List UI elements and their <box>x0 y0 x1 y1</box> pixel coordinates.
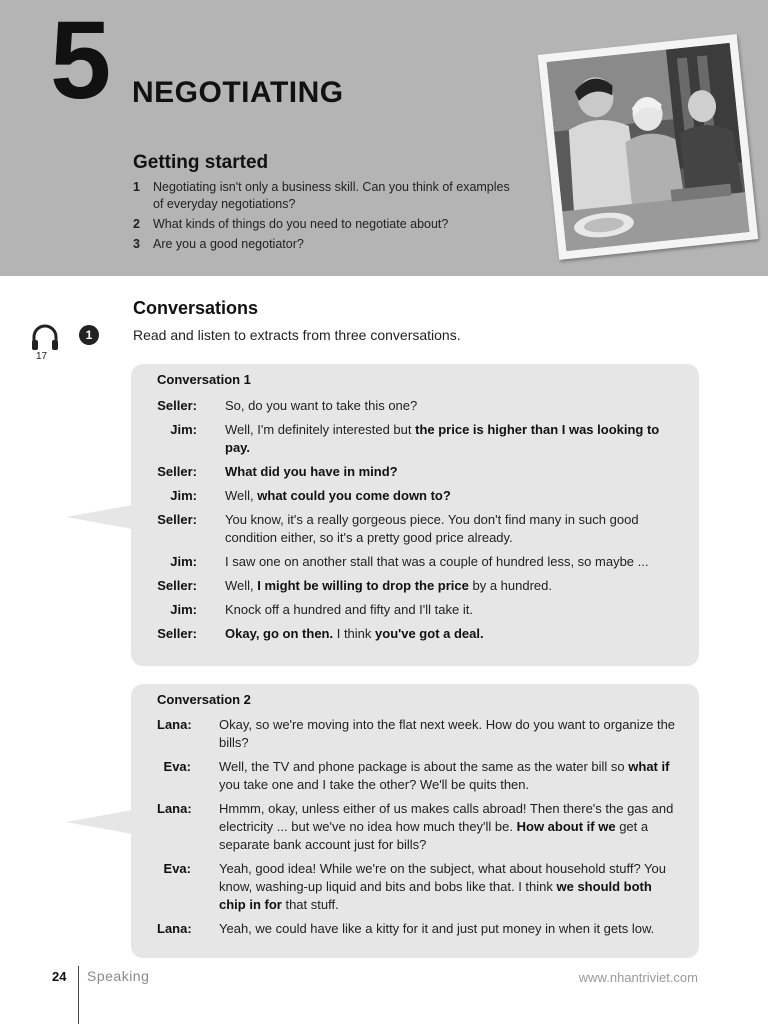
speaker-name: Eva: <box>163 759 191 774</box>
conversation-title: Conversation 2 <box>157 692 251 707</box>
key-phrase: Okay, go on then. <box>225 626 334 641</box>
dialogue-line <box>131 601 699 619</box>
dialogue-text: Well, I might be willing to drop the price by a hundred. <box>225 578 553 593</box>
dialogue-text: Yeah, good idea! While we're on the subject, what about household stuff? You know, washing-up liquid and bits and bobs like that. I think we should both chip in for that stuff. <box>219 861 666 912</box>
dialogue-line <box>131 800 699 854</box>
dialogue-text: Knock off a hundred and fifty and I'll take it. <box>225 602 473 617</box>
conversation-1-box <box>131 364 699 666</box>
chapter-header <box>0 0 768 276</box>
key-phrase: How about if we <box>516 819 616 834</box>
item-number: 3 <box>133 237 140 251</box>
dialogue-text: Hmmm, okay, unless either of us makes calls abroad! Then there's the gas and electricity ... but we've no idea how much they'll be. How about if we get a separate bank account just for bills? <box>219 801 674 852</box>
dialogue-line <box>131 716 699 752</box>
getting-started-list <box>133 179 513 256</box>
speaker-name: Seller: <box>157 626 197 641</box>
step-number-badge: 1 <box>79 325 99 345</box>
getting-started-heading: Getting started <box>133 152 269 173</box>
page-number: 24 <box>52 969 67 984</box>
key-phrase: we should both chip in for <box>219 879 652 912</box>
chapter-number: 5 <box>50 0 112 122</box>
dialogue-text: So, do you want to take this one? <box>225 398 418 413</box>
conversations-intro: Read and listen to extracts from three conversations. <box>133 327 461 343</box>
dialogue <box>131 397 699 649</box>
key-phrase: What did you have in mind? <box>225 464 398 479</box>
market-photo <box>538 34 758 260</box>
chapter-title: NEGOTIATING <box>132 76 344 109</box>
item-text: Are you a good negotiator? <box>153 237 304 251</box>
speaker-name: Seller: <box>157 578 197 593</box>
key-phrase: I might be willing to drop the price <box>257 578 469 593</box>
dialogue-line <box>131 421 699 457</box>
key-phrase: the price is higher than I was looking to pay. <box>225 422 660 455</box>
speaker-name: Seller: <box>157 464 197 479</box>
key-phrase: you've got a deal. <box>375 626 484 641</box>
speaker-name: Jim: <box>170 488 197 503</box>
dialogue-text: Well, what could you come down to? <box>225 488 451 503</box>
conversations-heading: Conversations <box>133 298 259 318</box>
dialogue-text <box>225 463 675 481</box>
speaker-name: Seller: <box>157 512 197 527</box>
dialogue-line <box>131 397 699 415</box>
dialogue-text: Well, the TV and phone package is about the same as the water bill so what if you take one and I take the other? We'll be quits then. <box>219 759 670 792</box>
item-text: Negotiating isn't only a business skill. Can you think of examples of everyday negotiations? <box>153 180 510 211</box>
footer-url: www.nhantriviet.com <box>578 970 698 985</box>
speaker-name: Lana: <box>157 717 192 732</box>
headphones-icon <box>30 322 60 352</box>
dialogue-line <box>131 625 699 643</box>
conversation-title: Conversation 1 <box>157 372 251 387</box>
key-phrase: what could you come down to? <box>257 488 451 503</box>
speaker-name: Jim: <box>170 554 197 569</box>
speaker-name: Jim: <box>170 422 197 437</box>
dialogue-line <box>131 920 699 938</box>
list-item <box>133 179 513 213</box>
dialogue-line <box>131 511 699 547</box>
dialogue-text: Well, I'm definitely interested but the price is higher than I was looking to pay. <box>225 422 660 455</box>
key-phrase: what if <box>628 759 670 774</box>
item-number: 1 <box>133 180 140 194</box>
speaker-name: Lana: <box>157 921 192 936</box>
conversation-2-box <box>131 684 699 958</box>
dialogue-text: I saw one on another stall that was a couple of hundred less, so maybe ... <box>225 554 649 569</box>
dialogue-text: Okay, so we're moving into the flat next week. How do you want to organize the bills? <box>219 717 676 750</box>
speaker-name: Eva: <box>163 861 191 876</box>
section-name: Speaking <box>87 968 150 984</box>
dialogue-line <box>131 860 699 914</box>
dialogue-text: Yeah, we could have like a kitty for it and just put money in when it gets low. <box>219 921 655 936</box>
dialogue-text: Okay, go on then. I think you've got a deal. <box>225 626 484 641</box>
item-number: 2 <box>133 217 140 231</box>
audio-track-number: 17 <box>36 351 48 362</box>
dialogue-line <box>131 463 699 481</box>
speech-bubble-tail <box>66 505 132 529</box>
speaker-name: Lana: <box>157 801 192 816</box>
dialogue-line <box>131 487 699 505</box>
item-text: What kinds of things do you need to negotiate about? <box>153 217 449 231</box>
dialogue <box>131 716 699 944</box>
footer-divider <box>78 966 79 1024</box>
dialogue-line <box>131 553 699 571</box>
speaker-name: Seller: <box>157 398 197 413</box>
dialogue-text: You know, it's a really gorgeous piece. You don't find many in such good condition either, so it's a pretty good price already. <box>225 512 639 545</box>
speech-bubble-tail <box>66 810 132 834</box>
list-item <box>133 216 513 233</box>
speaker-name: Jim: <box>170 602 197 617</box>
dialogue-line <box>131 758 699 794</box>
list-item <box>133 236 513 253</box>
dialogue-line <box>131 577 699 595</box>
